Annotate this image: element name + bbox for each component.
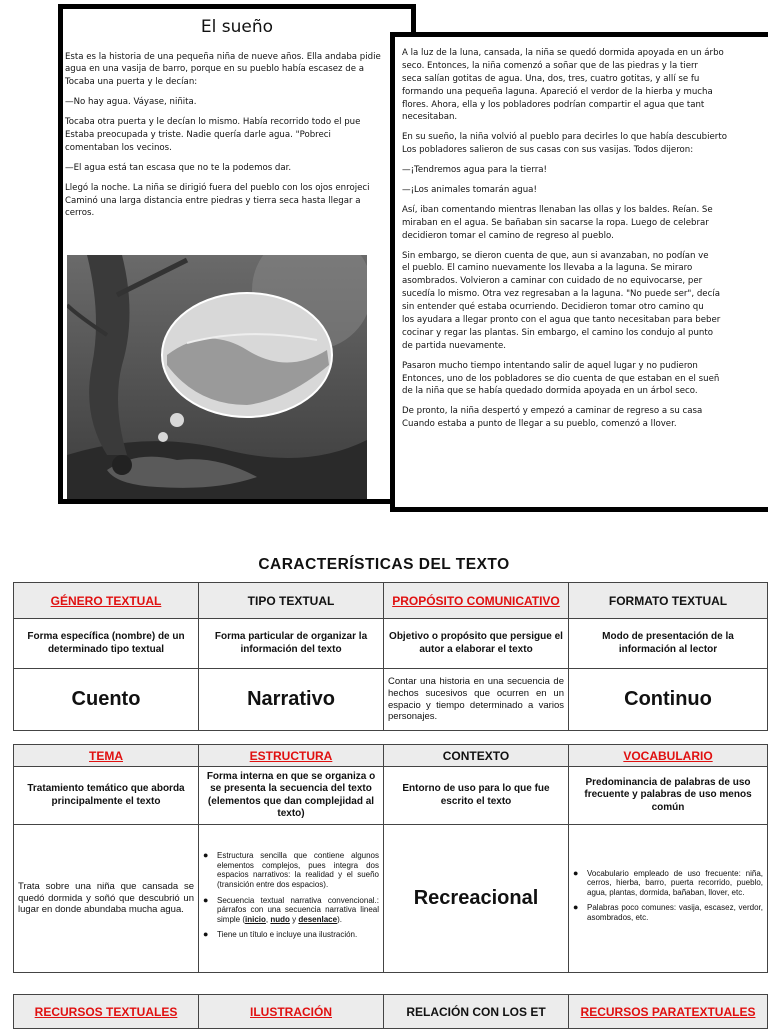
story-line: de la niña que se había quedado dormida apoyada en un árbol seco.: [402, 386, 698, 397]
story-line: Los pobladores salieron de sus casas con sus vasijas. Todos dijeron:: [402, 145, 694, 156]
definition-contexto: Entorno de uso para lo que fue escrito el texto: [384, 767, 569, 825]
story-line: formando una pequeña laguna. Apareció el verdor de la hierba y mucha: [402, 86, 713, 97]
story-line: decidieron tomar el camino de regreso al pueblo.: [402, 230, 614, 241]
story-line: necesitaban.: [402, 112, 458, 123]
story-line: Tocaba una puerta y le decían:: [65, 77, 198, 88]
header-tema: TEMA: [14, 745, 199, 767]
story-line: Cuando estaba a punto de llegar a su pueblo, comenzó a llover.: [402, 419, 677, 430]
definition-estructura: Forma interna en que se organiza o se presenta la secuencia del texto (elementos que dan complejidad al texto): [199, 767, 384, 825]
story-line: flores. Ahora, ella y los pobladores podrían compartir el agua que tant: [402, 99, 705, 110]
story-line: asombrados. Volvieron a caminar con cuidado de no equivocarse, per: [402, 276, 703, 287]
vocabulario-bullet-2: ● Palabras poco comunes: vasija, escasez, verdor, asombrados, etc.: [587, 903, 763, 922]
story-line: Esta es la historia de una pequeña niña de nueve años. Ella andaba pidie: [65, 51, 381, 62]
story-line: seco. Entonces, la niña comenzó a soñar que de las piedras y la tierr: [402, 60, 698, 71]
estructura-bullet-1: ● Estructura sencilla que contiene algunos elementos complejos, pues integra dos espacios narrativos: la realidad y el sueño (transición entre dos espacios).: [217, 851, 379, 889]
header-vocabulario: VOCABULARIO: [569, 745, 768, 767]
story-line: Llegó la noche. La niña se dirigió fuera del pueblo con los ojos enrojeci: [65, 182, 370, 193]
header-genero-textual: GÉNERO TEXTUAL: [14, 583, 199, 619]
characteristics-table-1: [13, 582, 768, 731]
story-page-2-paragraph: [402, 360, 768, 399]
story-line: Sin embargo, se dieron cuenta de que, aun si avanzaban, no podían ve: [402, 250, 709, 261]
story-line: —El agua está tan escasa que no te la podemos dar.: [65, 162, 292, 173]
story-page-1-paragraph: [65, 51, 411, 90]
story-page-2-paragraph: [402, 164, 768, 177]
value-vocabulario: [569, 825, 768, 973]
estructura-bullet-3: ● Tiene un título e incluye una ilustración.: [217, 930, 379, 940]
story-page-1-paragraph: [65, 96, 411, 109]
story-page-2-paragraph: [402, 204, 768, 243]
story-line: —¡Los animales tomarán agua!: [402, 185, 537, 196]
story-page-2-paragraph: [402, 184, 768, 197]
story-line: sin entender qué estaba ocurriendo. Decidieron tomar otro camino qu: [402, 302, 704, 313]
story-page-2-paragraph: [402, 47, 768, 124]
story-line: —No hay agua. Váyase, niñita.: [65, 97, 197, 108]
story-line: cerros.: [65, 208, 95, 219]
header-formato-textual: FORMATO TEXTUAL: [569, 583, 768, 619]
story-title: El sueño: [200, 17, 274, 37]
sleeping-girl-illustration: [67, 255, 367, 499]
story-line: cocinar y regar las plantas. Sin embargo, el camino los condujo al punto: [402, 327, 713, 338]
characteristics-table-2: [13, 744, 768, 973]
story-line: de partida nuevamente.: [402, 340, 506, 351]
story-line: miraban en el agua. Se bañaban sin sacarse la ropa. Luego de celebrar: [402, 217, 709, 228]
story-line: sucedía lo mismo. Otra vez regresaban a la laguna. "No puede ser", decía: [402, 289, 720, 300]
story-line: comentaban los vecinos.: [65, 142, 172, 153]
value-tema: Trata sobre una niña que cansada se quedó dormida y soñó que descubrió un lugar en donde abundaba mucha agua.: [14, 825, 199, 973]
header-contexto: CONTEXTO: [384, 745, 569, 767]
story-line: En su sueño, la niña volvió al pueblo para decirles lo que había descubierto: [402, 132, 727, 143]
story-line: Así, iban comentando mientras llenaban las ollas y los baldes. Reían. Se: [402, 204, 713, 215]
header-recursos-paratextuales: RECURSOS PARATEXTUALES: [569, 995, 768, 1029]
value-contexto: Recreacional: [384, 825, 569, 973]
value-estructura: [199, 825, 384, 973]
header-ilustracion: ILUSTRACIÓN: [199, 995, 384, 1029]
story-line: Tocaba otra puerta y le decían lo mismo. Había recorrido todo el pue: [65, 117, 361, 128]
estructura-bullet-2: ● Secuencia textual narrativa convencional.: párrafos con una secuencia narrativa lineal simple (inicio, nudo y desenlace).: [217, 896, 379, 925]
definition-tema: Tratamiento temático que aborda principalmente el texto: [14, 767, 199, 825]
header-recursos-textuales: RECURSOS TEXTUALES: [14, 995, 199, 1029]
definition-genero: Forma específica (nombre) de un determinado tipo textual: [14, 619, 199, 669]
story-line: Pasaron mucho tiempo intentando salir de aquel lugar y no pudieron: [402, 360, 698, 371]
header-proposito-comunicativo: PROPÓSITO COMUNICATIVO: [384, 583, 569, 619]
story-line: De pronto, la niña despertó y empezó a caminar de regreso a su casa: [402, 406, 703, 417]
story-page-1-paragraph: [65, 162, 411, 175]
story-page-1: [58, 4, 416, 504]
vocabulario-bullet-1: ● Vocabulario empleado de uso frecuente: niña, cerros, hierba, barro, puerta recorrido, pueblo, agua, plantas, dormida, bañaban, llover, etc.: [587, 869, 763, 898]
story-page-2: [390, 32, 768, 512]
story-line: seca salían gotitas de agua. Una, dos, tres, cuatro gotitas, y allí se fu: [402, 73, 700, 84]
story-page-2-paragraph: [402, 405, 768, 431]
header-estructura: ESTRUCTURA: [199, 745, 384, 767]
story-line: Caminó una larga distancia entre piedras y tierra seca hasta llegar a: [65, 195, 361, 206]
story-page-1-paragraph: [65, 116, 411, 155]
value-genero: Cuento: [14, 669, 199, 731]
story-line: A la luz de la luna, cansada, la niña se quedó dormida apoyada en un árbo: [402, 48, 724, 58]
value-proposito: Contar una historia en una secuencia de hechos sucesivos que ocurren en un espacio y tiempo determinado a varios personajes.: [384, 669, 569, 731]
story-line: el pueblo. El camino nuevamente los llevaba a la laguna. Se miraro: [402, 263, 693, 274]
story-line: —¡Tendremos agua para la tierra!: [402, 165, 547, 176]
header-relacion-et: RELACIÓN CON LOS ET: [384, 995, 569, 1029]
story-line: Estaba preocupada y triste. Nadie quería darle agua. "Pobreci: [65, 129, 331, 140]
value-formato: Continuo: [569, 669, 768, 731]
story-page-2-paragraph: [402, 250, 768, 353]
header-tipo-textual: TIPO TEXTUAL: [199, 583, 384, 619]
definition-tipo: Forma particular de organizar la información del texto: [199, 619, 384, 669]
story-line: Entonces, uno de los pobladores se dio cuenta de que estaban en el sueñ: [402, 373, 720, 384]
section-title: CARACTERÍSTICAS DEL TEXTO: [258, 556, 510, 573]
story-line: agua en una vasija de barro, porque en su pueblo había escasez de a: [65, 64, 364, 75]
story-page-1-paragraph: [65, 182, 411, 221]
story-page-1-text: [63, 51, 411, 221]
value-tipo: Narrativo: [199, 669, 384, 731]
definition-proposito: Objetivo o propósito que persigue el autor a elaborar el texto: [384, 619, 569, 669]
definition-vocabulario: Predominancia de palabras de uso frecuente y palabras de uso menos común: [569, 767, 768, 825]
story-line: los ayudara a llegar pronto con el agua que tanto necesitaban para beber: [402, 315, 721, 326]
definition-formato: Modo de presentación de la información al lector: [569, 619, 768, 669]
story-page-2-paragraph: [402, 131, 768, 157]
